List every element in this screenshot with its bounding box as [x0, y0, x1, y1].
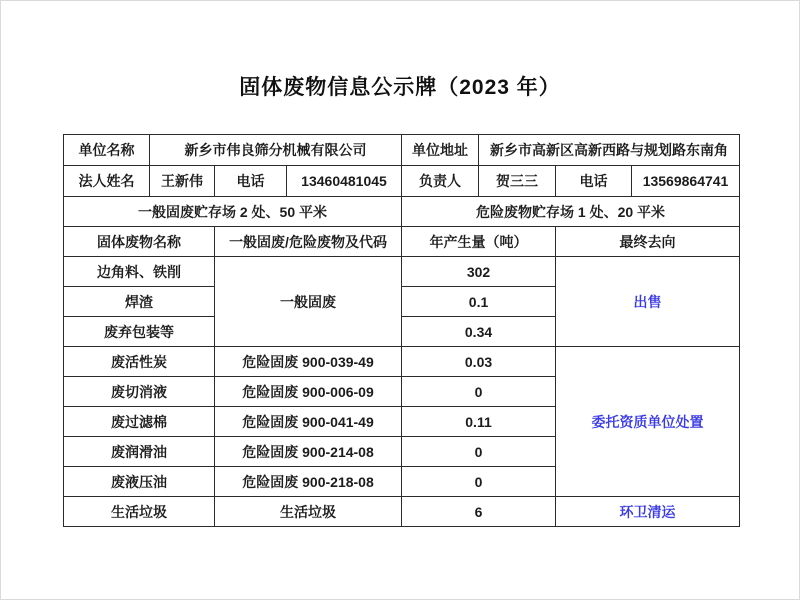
waste-name: 边角料、铁削 [64, 257, 215, 287]
waste-code: 危险固废 900-218-08 [215, 467, 402, 497]
col-header-destination: 最终去向 [556, 227, 740, 257]
phone-value-2: 13569864741 [632, 166, 740, 197]
unit-name-label: 单位名称 [64, 135, 150, 166]
waste-code: 危险固废 900-041-49 [215, 407, 402, 437]
table-row [64, 197, 740, 227]
manager-value: 贺三三 [479, 166, 556, 197]
waste-amount: 0 [402, 377, 556, 407]
waste-code: 生活垃圾 [215, 497, 402, 527]
col-header-amount: 年产生量（吨） [402, 227, 556, 257]
page-title: 固体废物信息公示牌（2023 年） [239, 76, 561, 99]
waste-amount: 0 [402, 467, 556, 497]
waste-code-merged: 一般固废 [215, 257, 402, 347]
table-row [64, 347, 740, 377]
waste-amount: 0.03 [402, 347, 556, 377]
waste-name: 废切消液 [64, 377, 215, 407]
waste-amount: 6 [402, 497, 556, 527]
phone-label-2: 电话 [556, 166, 632, 197]
waste-name: 废液压油 [64, 467, 215, 497]
waste-name: 废活性炭 [64, 347, 215, 377]
table-row [64, 135, 740, 166]
waste-destination: 环卫清运 [556, 497, 740, 527]
waste-code: 危险固废 900-039-49 [215, 347, 402, 377]
waste-amount: 0.11 [402, 407, 556, 437]
col-header-code: 一般固废/危险废物及代码 [215, 227, 402, 257]
waste-name: 废润滑油 [64, 437, 215, 467]
waste-notice-table [63, 134, 740, 527]
legal-person-value: 王新伟 [150, 166, 215, 197]
legal-person-label: 法人姓名 [64, 166, 150, 197]
waste-code: 危险固废 900-006-09 [215, 377, 402, 407]
unit-name-value: 新乡市伟良筛分机械有限公司 [150, 135, 402, 166]
waste-name: 焊渣 [64, 287, 215, 317]
unit-address-value: 新乡市高新区高新西路与规划路东南角 [479, 135, 740, 166]
waste-destination-merged: 委托资质单位处置 [556, 347, 740, 497]
general-storage-info: 一般固废贮存场 2 处、50 平米 [64, 197, 402, 227]
waste-destination-merged: 出售 [556, 257, 740, 347]
table-row [64, 497, 740, 527]
table-row [64, 166, 740, 197]
table-row [64, 257, 740, 287]
waste-code: 危险固废 900-214-08 [215, 437, 402, 467]
waste-amount: 302 [402, 257, 556, 287]
unit-address-label: 单位地址 [402, 135, 479, 166]
manager-label: 负责人 [402, 166, 479, 197]
waste-name: 生活垃圾 [64, 497, 215, 527]
table-header-row [64, 227, 740, 257]
phone-label-1: 电话 [215, 166, 287, 197]
col-header-name: 固体废物名称 [64, 227, 215, 257]
phone-value-1: 13460481045 [287, 166, 402, 197]
waste-amount: 0 [402, 437, 556, 467]
waste-amount: 0.1 [402, 287, 556, 317]
waste-name: 废过滤棉 [64, 407, 215, 437]
hazardous-storage-info: 危险废物贮存场 1 处、20 平米 [402, 197, 740, 227]
waste-amount: 0.34 [402, 317, 556, 347]
waste-name: 废弃包装等 [64, 317, 215, 347]
